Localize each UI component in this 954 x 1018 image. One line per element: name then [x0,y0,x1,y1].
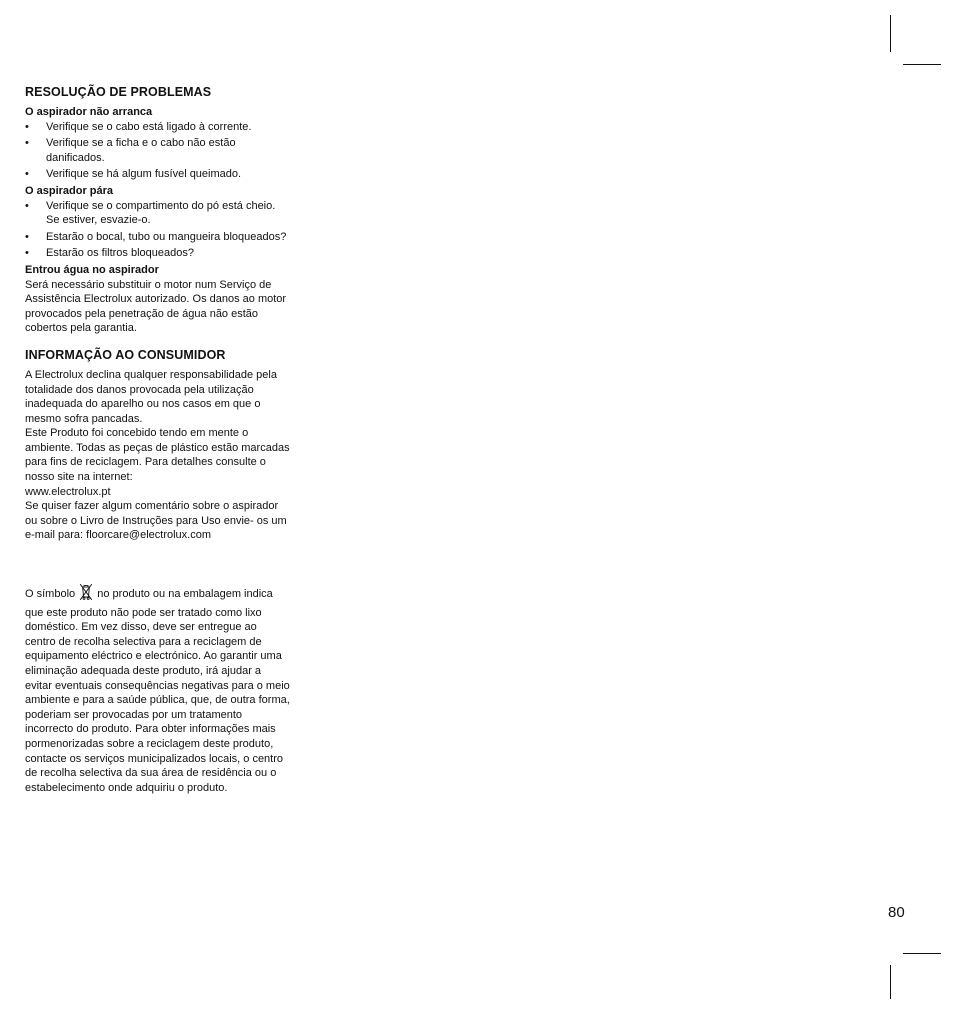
weee-section [25,583,290,795]
water-title: Entrou água no aspirador [25,263,159,276]
consumer-info-paragraph: Se quiser fazer algum comentário sobre o aspirador ou sobre o Livro de Instruções para Uso envie- os um [25,500,287,527]
bullet-list [25,120,290,182]
crop-mark-top-vertical [890,15,891,52]
consumer-info-section [25,348,290,543]
troubleshooting-section [25,85,290,336]
crop-mark-bottom-vertical [890,965,891,999]
consumer-info-paragraph: A Electrolux declina qualquer responsabilidade pela totalidade dos danos provocada pela utilização inadequada do aparelho ou nos casos em que o mesmo sofra pancadas. [25,368,277,425]
group-title: O aspirador pára [25,184,114,197]
page-number: 80 [888,904,905,921]
troubleshooting-heading: RESOLUÇÃO DE PROBLEMAS [25,85,212,99]
list-item: • Verifique se o compartimento do pó está cheio. Se estiver, esvazie-o. [25,199,290,228]
weee-text-after: no produto ou na embalagem indica que este produto não pode ser tratado como lixo doméstico. Em vez disso, deve ser entregue ao centro de recolha selectiva para a reciclagem de equipamento eléctrico e electrónico. Ao garantir uma eliminação adequada deste produto, irá ajudar a evitar eventuais consequências negativas para o meio ambiente e para a saúde pública, que, de outra forma, poderiam ser provocadas por um tratamento incorrecto do produto. Para obter informações mais pormenorizadas sobre a reciclagem deste produto, contacte os serviços municipalizados locais, o centro de recolha selectiva da sua área de residência ou o estabelecimento onde adquiriu o produto. [25,588,290,794]
crop-mark-top-horizontal [903,64,941,65]
weee-text-before: O símbolo [25,588,76,601]
consumer-info-heading: INFORMAÇÃO AO CONSUMIDOR [25,347,226,362]
list-item: • Estarão o bocal, tubo ou mangueira bloqueados? [25,230,290,245]
crop-mark-bottom-horizontal [903,953,941,954]
consumer-info-paragraph: Este Produto foi concebido tendo em mente o ambiente. Todas as peças de plástico estão marcadas para fins de reciclagem. Para detalhes consulte o nosso site na internet: [25,427,290,484]
text-column [25,85,290,795]
list-item: • Estarão os filtros bloqueados? [25,246,290,261]
list-item: • Verifique se a ficha e o cabo não estão danificados. [25,136,290,165]
water-text: Será necessário substituir o motor num Serviço de Assistência Electrolux autorizado. Os danos ao motor provocados pela penetração de água não estão cobertos pela garantia. [25,278,287,335]
email-text: e-mail para: floorcare@electrolux.com [25,529,212,542]
weee-paragraph [25,583,290,795]
list-item: • Verifique se o cabo está ligado à corrente. [25,120,290,135]
list-item: • Verifique se há algum fusível queimado. [25,167,290,182]
website-text: www.electrolux.pt [25,485,111,498]
bullet-list [25,199,290,261]
crossed-out-wheeled-bin-icon [79,583,93,606]
group-title: O aspirador não arranca [25,106,153,118]
